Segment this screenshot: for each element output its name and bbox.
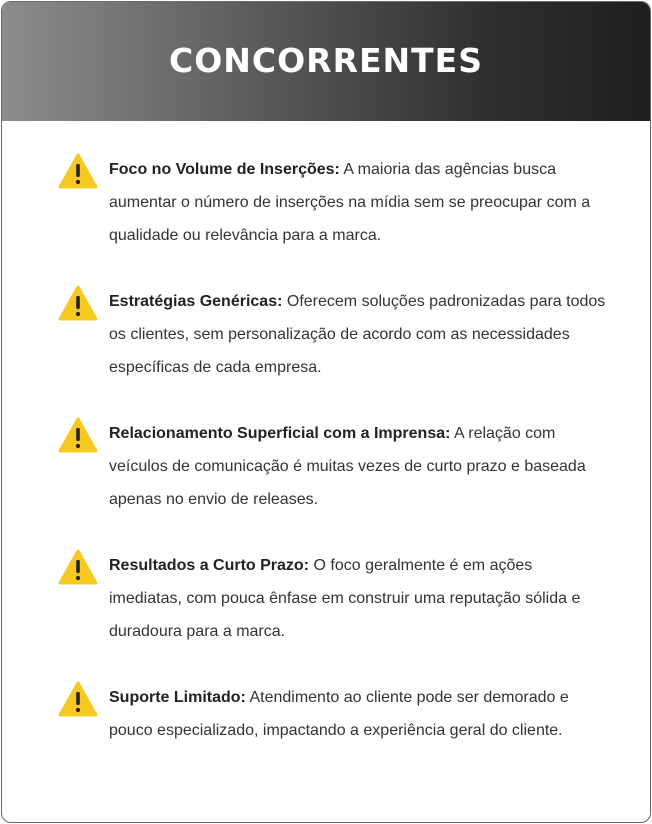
warning-icon: [58, 549, 98, 585]
list-item-description: Oferecem soluções padronizadas para todos os clientes, sem personalização de acordo com as necessidades específicas de cada empresa.: [109, 293, 606, 376]
list-item-description: O foco geralmente é em ações imediatas, com pouca ênfase em construir uma reputação sólida e duradoura para a marca.: [109, 557, 581, 640]
list-item-description: A maioria das agências busca aumentar o número de inserções na mídia sem se preocupar com a qualidade ou relevância para a marca.: [109, 161, 591, 244]
list-item-text: [109, 549, 609, 648]
list-item-description: A relação com veículos de comunicação é muitas vezes de curto prazo e baseada apenas no envio de releases.: [109, 425, 586, 508]
competitors-card: [1, 1, 651, 823]
list-item-text: [109, 417, 609, 516]
list-item-text: [109, 285, 609, 384]
card-header: [2, 2, 650, 121]
list-item-title: Foco no Volume de Inserções:: [109, 161, 340, 178]
list-item-description: Atendimento ao cliente pode ser demorado e pouco especializado, impactando a experiência geral do cliente.: [109, 689, 569, 739]
warning-icon: [58, 681, 98, 717]
warning-icon: [58, 153, 98, 189]
list-item-title: Relacionamento Superficial com a Imprensa:: [109, 425, 451, 442]
warning-icon: [58, 285, 98, 321]
list-item-title: Resultados a Curto Prazo:: [109, 557, 310, 574]
list-item-title: Estratégias Genéricas:: [109, 293, 283, 310]
warning-icon: [58, 417, 98, 453]
card-title: CONCORRENTES: [169, 41, 483, 80]
list-item-title: Suporte Limitado:: [109, 689, 246, 706]
list-item-text: [109, 153, 609, 252]
list-item-text: [109, 681, 609, 747]
